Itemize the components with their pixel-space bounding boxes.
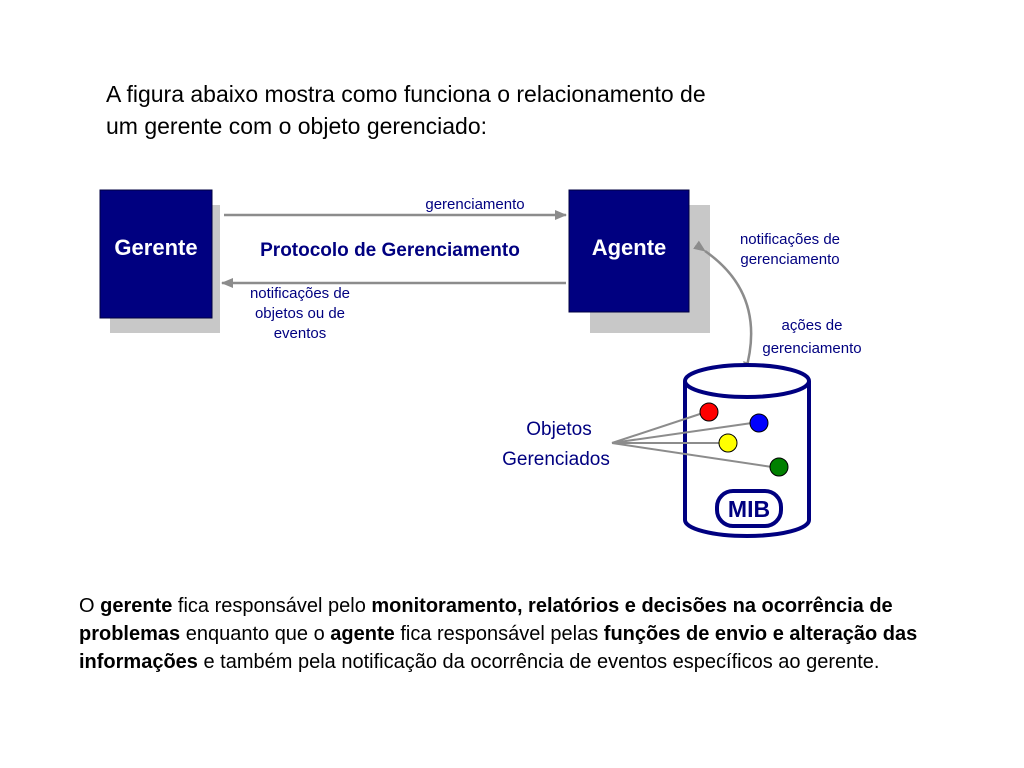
protocol-label: Protocolo de Gerenciamento xyxy=(260,240,520,261)
caption-s2: fica responsável pelo xyxy=(172,595,372,617)
notification-arrow-label-2: objetos ou de xyxy=(254,305,346,322)
managed-object-blue xyxy=(750,414,768,432)
agent-notifications-label-2: gerenciamento xyxy=(740,251,840,268)
caption-monitoring: monitoramento, relatórios e decisões na ocorrência de problemas xyxy=(79,595,893,645)
actions-label-1: ações de xyxy=(781,317,843,334)
managed-object-green xyxy=(770,458,788,476)
managed-object-red xyxy=(700,403,718,421)
notification-arrow-label-1: notificações de xyxy=(249,285,351,302)
agente-label: Agente xyxy=(591,235,667,260)
notification-arrow-label-3: eventos xyxy=(273,325,327,342)
objects-label-2: Gerenciados xyxy=(502,449,610,470)
actions-label-2: gerenciamento xyxy=(762,340,862,357)
gerente-label: Gerente xyxy=(114,235,198,260)
management-diagram xyxy=(100,175,880,545)
agent-mib-arrow xyxy=(705,251,751,373)
caption-agente: agente xyxy=(330,623,395,645)
diagram-canvas xyxy=(100,175,880,545)
caption-functions: funções de envio e alteração das informações xyxy=(79,623,918,673)
mib-label: MIB xyxy=(727,496,771,522)
objects-label-1: Objetos xyxy=(526,419,592,440)
caption-s1: O xyxy=(79,595,101,617)
intro-line-1: A figura abaixo mostra como funciona o relacionamento de xyxy=(106,81,706,107)
caption-gerente: gerente xyxy=(100,595,173,617)
managed-object-yellow xyxy=(719,434,737,452)
caption-s4: fica responsável pelas xyxy=(394,623,604,645)
agent-notifications-label-1: notificações de xyxy=(739,231,841,248)
intro-text xyxy=(106,78,866,142)
caption-s3: enquanto que o xyxy=(180,623,331,645)
request-arrow-label: gerenciamento xyxy=(425,196,525,213)
caption-s5: e também pela notificação da ocorrência de eventos específicos ao gerente. xyxy=(197,651,880,673)
intro-line-2: um gerente com o objeto gerenciado: xyxy=(106,113,488,139)
caption-text xyxy=(79,592,929,676)
